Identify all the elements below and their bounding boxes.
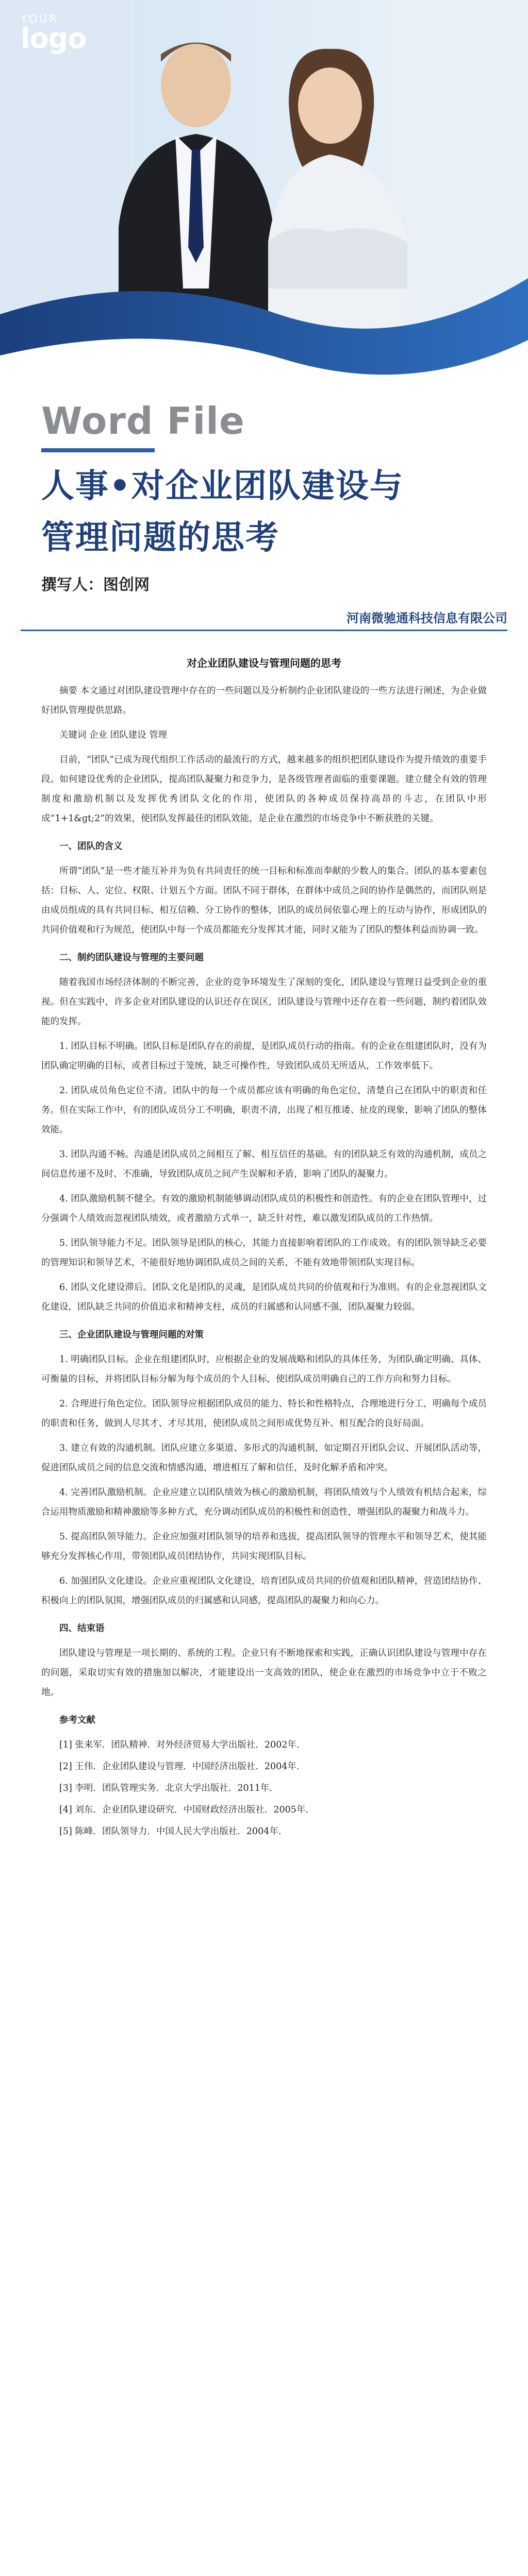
article-title: 对企业团队建设与管理问题的思考 xyxy=(187,657,341,669)
body-paragraph: 团队建设与管理是一项长期的、系统的工程。企业只有不断地探索和实践，正确认识团队建设与管理中存在的问题，采取切实有效的措施加以解决，才能建设出一支高效的团队，使企业在激烈的市场竞争中立于不败之地。 xyxy=(41,1648,487,1698)
body-paragraph: 目前，“团队”已成为现代组织工作活动的最流行的方式，越来越多的组织把团队建设作为提升绩效的重要手段。如何建设优秀的企业团队，提高团队凝聚力和竞争力，是各级管理者面临的重要课题。建立健全有效的管理制度和激励机制以及发挥优秀团队文化的作用，使团队的各种成员保持高昂的斗志，在团队中形成“1+1&gt;2”的效果，使团队发挥最佳的团队效能，是企业在激烈的市场竞争中不断获胜的关键。 xyxy=(41,755,487,824)
body-paragraph: 2. 合理进行角色定位。团队领导应根据团队成员的能力、特长和性格特点，合理地进行分工，明确每个成员的职责和任务，做到人尽其才、才尽其用，使团队成员之间形成优势互补、相互配合的良好局面。 xyxy=(41,1399,487,1429)
article-body xyxy=(41,654,487,1843)
cover-hero-image xyxy=(0,0,528,412)
cover-title-english: Word File xyxy=(41,399,245,443)
cover-title-chinese-line1: 人事•对企业团队建设与 xyxy=(41,467,404,505)
body-paragraph: 4. 团队激励机制不健全。有效的激励机制能够调动团队成员的积极性和创造性。有的企业在团队管理中，过分强调个人绩效而忽视团队绩效，或者激励方式单一，缺乏针对性，难以激发团队成员的工作热情。 xyxy=(41,1194,487,1224)
article-paragraphs xyxy=(41,681,487,1841)
cover-divider xyxy=(21,630,507,631)
cover-author: 撰写人：图创网 xyxy=(41,576,150,594)
body-paragraph: 摘要 本文通过对团队建设管理中存在的一些问题以及分析制约企业团队建设的一些方法进行阐述，为企业做好团队管理提供思路。 xyxy=(41,686,487,716)
body-paragraph: 关键词 企业 团队建设 管理 xyxy=(59,730,168,740)
body-paragraph: 所谓“团队”是一些才能互补并为负有共同责任的统一目标和标准而奉献的少数人的集合。团队的基本要素包括：目标、人、定位、权限、计划五个方面。团队不同于群体，在群体中成员之间的协作是偶然的，而团队则是由成员组成的具有共同目标、相互信赖、分工协作的整体，团队的成员间依靠心理上的互动与协作，形成团队的共同价值观和行为规范，使团队中每一个成员都能充分发挥其才能，同时又能为了团队的整体利益而协调一致。 xyxy=(41,866,487,935)
cover-title-chinese-line2: 管理问题的思考 xyxy=(41,519,279,557)
logo-big-text: logo xyxy=(21,22,87,55)
section-heading: 一、团队的含义 xyxy=(59,841,123,852)
section-heading: 二、制约团队建设与管理的主要问题 xyxy=(59,953,204,963)
body-paragraph: 6. 团队文化建设滞后。团队文化是团队的灵魂，是团队成员共同的价值观和行为准则。有的企业忽视团队文化建设，团队缺乏共同的价值追求和精神支柱，成员的归属感和认同感不强，团队凝聚力较弱。 xyxy=(41,1282,487,1312)
logo-small-text: YOUR xyxy=(21,13,59,25)
body-paragraph: 5. 提高团队领导能力。企业应加强对团队领导的培养和选拔，提高团队领导的管理水平和领导艺术，使其能够充分发挥核心作用，带领团队成员团结协作，共同实现团队目标。 xyxy=(41,1532,487,1562)
body-paragraph: 随着我国市场经济体制的不断完善，企业的竞争环境发生了深刻的变化，团队建设与管理日益受到企业的重视。但在实践中，许多企业对团队建设的认识还存在误区，团队建设与管理中还存在着一些问题，制约着团队效能的发挥。 xyxy=(41,977,487,1027)
body-paragraph: 1. 团队目标不明确。团队目标是团队存在的前提，是团队成员行动的指南。有的企业在组建团队时，没有为团队确定明确的目标，或者目标过于笼统，缺乏可操作性，导致团队成员无所适从，工作效率低下。 xyxy=(41,1041,487,1071)
cover-company: 河南微驰通科技信息有限公司 xyxy=(346,611,507,625)
references-heading: 参考文献 xyxy=(59,1715,95,1725)
body-paragraph: 3. 建立有效的沟通机制。团队应建立多渠道、多形式的沟通机制，如定期召开团队会议、开展团队活动等，促进团队成员之间的信息交流和情感沟通，增进相互了解和信任，及时化解矛盾和冲突。 xyxy=(41,1443,487,1473)
reference-item: [3] 李明．团队管理实务．北京大学出版社．2011年． xyxy=(59,1783,278,1793)
reference-item: [5] 陈峰．团队领导力．中国人民大学出版社．2004年． xyxy=(59,1826,288,1837)
body-paragraph: 2. 团队成员角色定位不清。团队中的每一个成员都应该有明确的角色定位，清楚自己在团队中的职责和任务。但在实际工作中，有的团队成员分工不明确，职责不清，出现了相互推诿、扯皮的现象，影响了团队的整体效能。 xyxy=(41,1086,487,1135)
section-heading: 三、企业团队建设与管理问题的对策 xyxy=(59,1330,204,1340)
section-heading: 四、结束语 xyxy=(59,1623,105,1634)
reference-item: [2] 王伟．企业团队建设与管理．中国经济出版社．2004年． xyxy=(59,1761,306,1772)
body-paragraph: 6. 加强团队文化建设。企业应重视团队文化建设，培育团队成员共同的价值观和团队精神，营造团结协作、积极向上的团队氛围，增强团队成员的归属感和认同感，提高团队的凝聚力和向心力。 xyxy=(41,1576,487,1606)
reference-item: [1] 张来军．团队精神．对外经济贸易大学出版社．2002年． xyxy=(59,1740,306,1750)
body-paragraph: 1. 明确团队目标。企业在组建团队时，应根据企业的发展战略和团队的具体任务，为团队确定明确、具体、可衡量的目标，并将团队目标分解为每个成员的个人目标，使团队成员明确自己的工作方向和努力目标。 xyxy=(41,1354,487,1384)
body-paragraph: 3. 团队沟通不畅。沟通是团队成员之间相互了解、相互信任的基础。有的团队缺乏有效的沟通机制，成员之间信息传递不及时、不准确，导致团队成员之间产生误解和矛盾，影响了团队的凝聚力。 xyxy=(41,1149,487,1179)
cover-photo-illustration xyxy=(0,0,528,412)
reference-item: [4] 刘东．企业团队建设研究．中国财政经济出版社．2005年． xyxy=(59,1805,315,1815)
cover-title-rule xyxy=(41,448,155,452)
body-paragraph: 5. 团队领导能力不足。团队领导是团队的核心，其能力直接影响着团队的工作成效。有的团队领导缺乏必要的管理知识和领导艺术，不能很好地协调团队成员之间的关系，不能有效地带领团队实现目标。 xyxy=(41,1238,487,1268)
company-logo xyxy=(21,13,86,53)
body-paragraph: 4. 完善团队激励机制。企业应建立以团队绩效为核心的激励机制，将团队绩效与个人绩效有机结合起来，综合运用物质激励和精神激励等多种方式，充分调动团队成员的积极性和创造性，增强团队的凝聚力和战斗力。 xyxy=(41,1487,487,1517)
